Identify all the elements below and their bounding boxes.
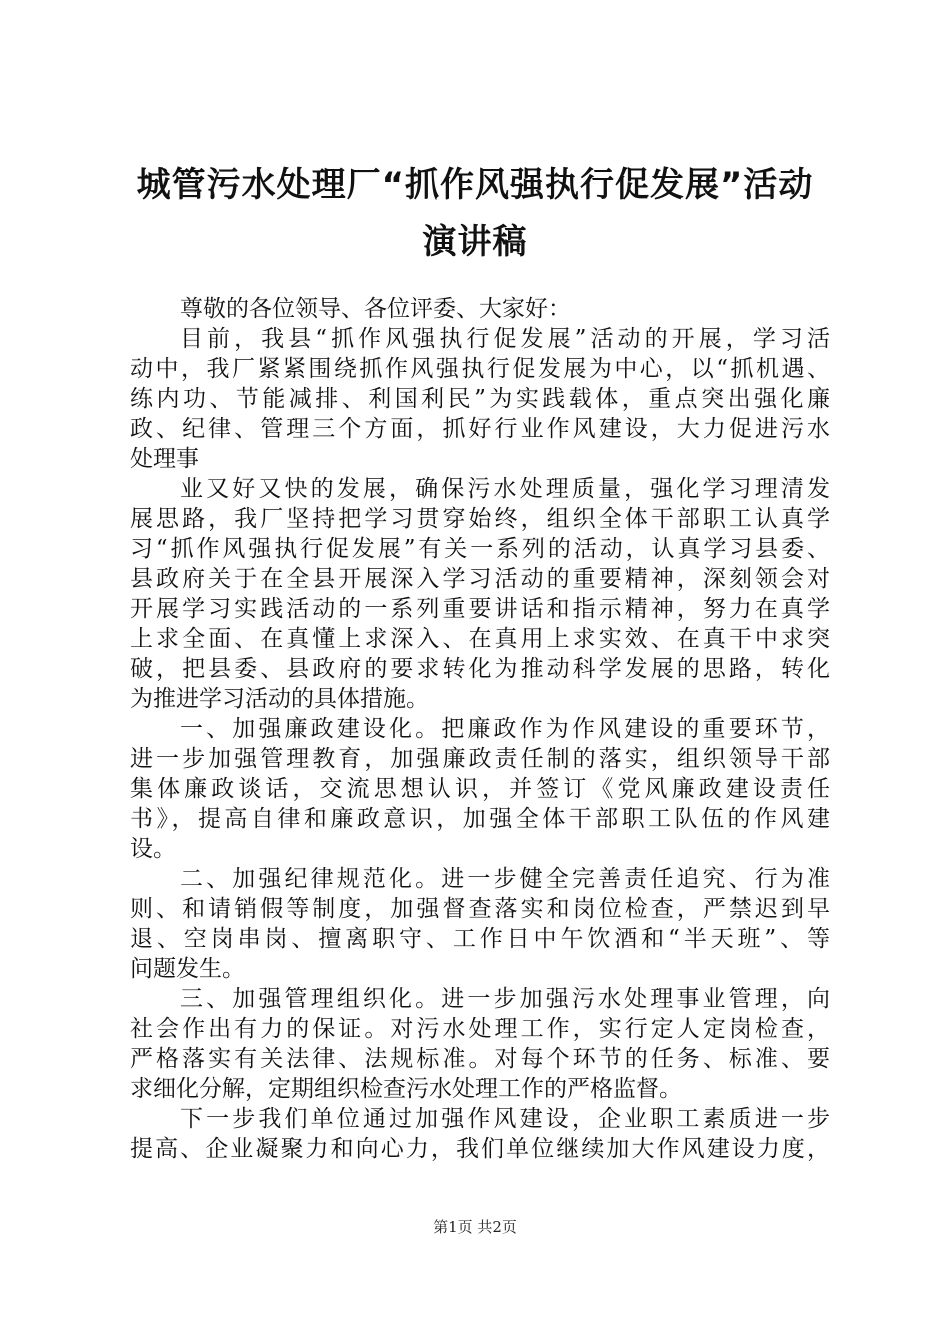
body-line: 开展学习实践活动的一系列重要讲话和指示精神，努力在真学 [130, 596, 830, 622]
body-line: 设。 [130, 836, 176, 862]
body-line: 集体廉政谈话，交流思想认识，并签订《党风廉政建设责任 [130, 776, 830, 802]
body-line: 业又好又快的发展，确保污水处理质量，强化学习理清发 [180, 476, 830, 502]
body-line: 二、加强纪律规范化。进一步健全完善责任追究、行为准 [180, 866, 830, 892]
body-line: 社会作出有力的保证。对污水处理工作，实行定人定岗检查， [130, 1016, 830, 1042]
body-line: 练内功、节能减排、利国利民”为实践载体，重点突出强化廉 [130, 386, 830, 412]
body-line: 上求全面、在真懂上求深入、在真用上求实效、在真干中求突 [130, 626, 830, 652]
body-line: 破，把县委、县政府的要求转化为推动科学发展的思路，转化 [130, 656, 830, 682]
body-line: 退、空岗串岗、擅离职守、工作日中午饮酒和“半天班”、等 [130, 926, 830, 952]
body-line: 三、加强管理组织化。进一步加强污水处理事业管理，向 [180, 986, 830, 1012]
body-line: 目前，我县“抓作风强执行促发展”活动的开展，学习活 [180, 326, 830, 352]
body-line: 进一步加强管理教育，加强廉政责任制的落实，组织领导干部 [130, 746, 830, 772]
body-line: 一、加强廉政建设化。把廉政作为作风建设的重要环节， [180, 716, 830, 742]
body-line: 提高、企业凝聚力和向心力，我们单位继续加大作风建设力度， [130, 1136, 830, 1162]
body-line: 动中，我厂紧紧围绕抓作风强执行促发展为中心，以“抓机遇、 [130, 356, 830, 382]
body-line: 严格落实有关法律、法规标准。对每个环节的任务、标准、要 [130, 1046, 830, 1072]
body-line: 求细化分解，定期组织检查污水处理工作的严格监督。 [130, 1076, 682, 1102]
document-title-line-2: 演讲稿 [422, 222, 528, 262]
page-footer: 第1页 共2页 [433, 1218, 517, 1236]
body-line: 处理事 [130, 446, 199, 472]
body-line: 书》，提高自律和廉政意识，加强全体干部职工队伍的作风建 [130, 806, 830, 832]
body-line: 习“抓作风强执行促发展”有关一系列的活动，认真学习县委、 [130, 536, 830, 562]
body-line: 为推进学习活动的具体措施。 [130, 686, 429, 712]
body-line: 县政府关于在全县开展深入学习活动的重要精神，深刻领会对 [130, 566, 830, 592]
document-body [130, 294, 830, 1164]
body-line: 下一步我们单位通过加强作风建设，企业职工素质进一步 [180, 1106, 830, 1132]
body-line: 政、纪律、管理三个方面，抓好行业作风建设，大力促进污水 [130, 416, 830, 442]
body-line: 展思路，我厂坚持把学习贯穿始终，组织全体干部职工认真学 [130, 506, 830, 532]
body-line: 问题发生。 [130, 956, 245, 982]
document-title-line-1: 城管污水处理厂“抓作风强执行促发展”活动 [136, 165, 814, 205]
body-line: 则、和请销假等制度，加强督查落实和岗位检查，严禁迟到早 [130, 896, 830, 922]
body-line: 尊敬的各位领导、各位评委、大家好： [180, 296, 571, 322]
